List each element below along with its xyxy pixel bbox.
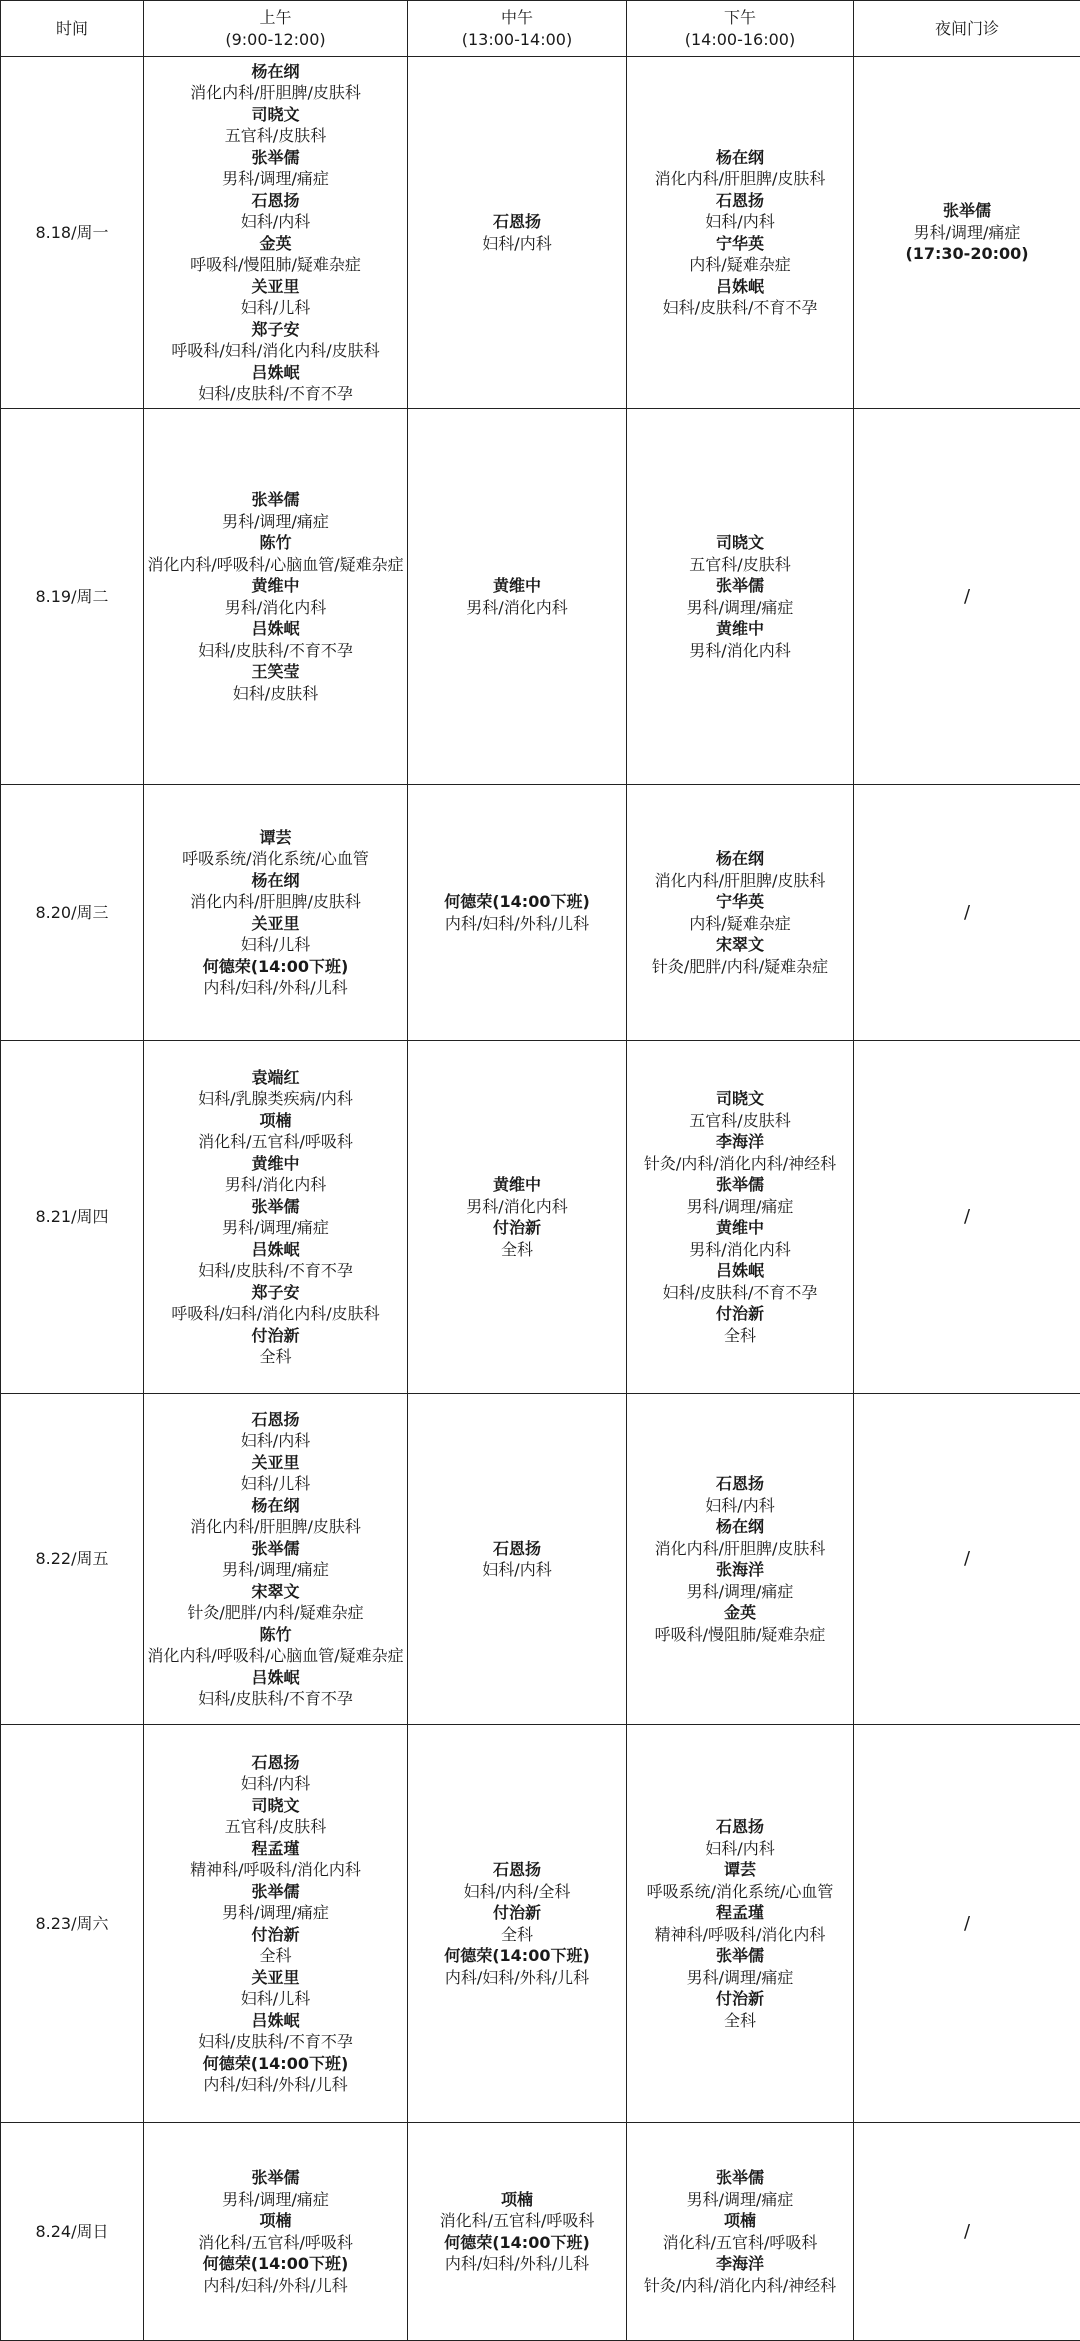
doctor-name: 黄维中 — [627, 1217, 853, 1239]
doctor-name: 关亚里 — [144, 913, 407, 935]
doctor-specialty: 妇科/皮肤科/不育不孕 — [144, 1688, 407, 1710]
doctor-specialty: 男科/调理/痛症 — [627, 597, 853, 619]
doctor-specialty: 消化科/五官科/呼吸科 — [408, 2210, 626, 2232]
doctor-specialty: 呼吸科/妇科/消化内科/皮肤科 — [144, 340, 407, 362]
doctor-specialty: 妇科/皮肤科/不育不孕 — [144, 383, 407, 405]
morning-cell — [144, 57, 408, 409]
doctor-name: 吕姝岷 — [144, 1667, 407, 1689]
doctor-name: 杨在纲 — [144, 61, 407, 83]
doctor-specialty: 精神科/呼吸科/消化内科 — [627, 1924, 853, 1946]
doctor-name: 吕姝岷 — [627, 1260, 853, 1282]
doctor-name: 司晓文 — [627, 532, 853, 554]
morning-cell — [144, 409, 408, 785]
doctor-specialty: 男科/调理/痛症 — [627, 1967, 853, 1989]
doctor-specialty: 五官科/皮肤科 — [627, 554, 853, 576]
doctor-specialty: 妇科/内科 — [144, 211, 407, 233]
doctor-name: 付治新 — [408, 1217, 626, 1239]
doctor-name: 陈竹 — [144, 1624, 407, 1646]
afternoon-cell — [627, 409, 854, 785]
doctor-specialty: 男科/消化内科 — [144, 1174, 407, 1196]
night-cell — [854, 1041, 1080, 1394]
doctor-name: 项楠 — [408, 2189, 626, 2211]
header-row — [1, 1, 1080, 57]
doctor-name: 黄维中 — [144, 575, 407, 597]
doctor-specialty: 妇科/皮肤科/不育不孕 — [627, 297, 853, 319]
doctor-name: 何德荣(14:00下班) — [144, 2253, 407, 2275]
doctor-specialty: 男科/调理/痛症 — [854, 222, 1080, 244]
doctor-name: 吕姝岷 — [144, 2010, 407, 2032]
no-clinic-mark: / — [964, 1206, 970, 1227]
doctor-specialty: 妇科/内科 — [627, 1838, 853, 1860]
morning-cell — [144, 1725, 408, 2123]
doctor-name: 程孟瑾 — [144, 1838, 407, 1860]
doctor-specialty: 男科/调理/痛症 — [144, 511, 407, 533]
header-time: 时间 — [1, 1, 144, 57]
afternoon-cell — [627, 1725, 854, 2123]
noon-cell — [408, 409, 627, 785]
doctor-specialty: 消化内科/呼吸科/心脑血管/疑难杂症 — [144, 554, 407, 576]
doctor-name: 何德荣(14:00下班) — [144, 2053, 407, 2075]
night-cell — [854, 2123, 1080, 2341]
doctor-name: 谭芸 — [627, 1859, 853, 1881]
doctor-name: 项楠 — [144, 2210, 407, 2232]
doctor-specialty: 妇科/皮肤科/不育不孕 — [144, 2031, 407, 2053]
date-cell — [1, 409, 144, 785]
doctor-specialty: 男科/调理/痛症 — [144, 168, 407, 190]
doctor-name: 何德荣(14:00下班) — [408, 1945, 626, 1967]
doctor-specialty: 妇科/皮肤科 — [144, 683, 407, 705]
doctor-name: 陈竹 — [144, 532, 407, 554]
doctor-specialty: 内科/妇科/外科/儿科 — [408, 2253, 626, 2275]
doctor-specialty: 妇科/皮肤科/不育不孕 — [627, 1282, 853, 1304]
doctor-name: 司晓文 — [627, 1088, 853, 1110]
doctor-specialty: 妇科/皮肤科/不育不孕 — [144, 640, 407, 662]
doctor-specialty: 妇科/乳腺类疾病/内科 — [144, 1088, 407, 1110]
doctor-specialty: 消化科/五官科/呼吸科 — [627, 2232, 853, 2254]
doctor-specialty: 内科/妇科/外科/儿科 — [408, 1967, 626, 1989]
date-label: 8.22/周五 — [35, 1549, 108, 1568]
doctor-name: 何德荣(14:00下班) — [408, 891, 626, 913]
afternoon-cell — [627, 785, 854, 1041]
doctor-name: 石恩扬 — [627, 190, 853, 212]
no-clinic-mark: / — [964, 586, 970, 607]
doctor-name: 吕姝岷 — [144, 618, 407, 640]
header-noon: 中午 (13:00-14:00) — [408, 1, 627, 57]
afternoon-cell — [627, 1394, 854, 1725]
doctor-specialty: 男科/消化内科 — [408, 1196, 626, 1218]
doctor-specialty: 全科 — [408, 1239, 626, 1261]
date-cell — [1, 2123, 144, 2341]
doctor-specialty: 内科/疑难杂症 — [627, 254, 853, 276]
doctor-name: 关亚里 — [144, 276, 407, 298]
doctor-specialty: 男科/消化内科 — [627, 1239, 853, 1261]
doctor-specialty: 呼吸科/妇科/消化内科/皮肤科 — [144, 1303, 407, 1325]
doctor-name: 金英 — [144, 233, 407, 255]
doctor-name: 吕姝岷 — [144, 362, 407, 384]
date-cell — [1, 785, 144, 1041]
doctor-name: 张举儒 — [854, 200, 1080, 222]
morning-cell — [144, 2123, 408, 2341]
date-cell — [1, 1725, 144, 2123]
night-cell — [854, 785, 1080, 1041]
doctor-specialty: 消化内科/呼吸科/心脑血管/疑难杂症 — [144, 1645, 407, 1667]
doctor-specialty: 妇科/儿科 — [144, 1473, 407, 1495]
doctor-name: 黄维中 — [408, 1174, 626, 1196]
doctor-specialty: 针灸/肥胖/内科/疑难杂症 — [627, 956, 853, 978]
night-cell — [854, 57, 1080, 409]
table-row — [1, 409, 1080, 785]
doctor-name: 杨在纲 — [627, 1516, 853, 1538]
doctor-specialty: 呼吸科/慢阻肺/疑难杂症 — [144, 254, 407, 276]
date-cell — [1, 1394, 144, 1725]
doctor-name: 王笑莹 — [144, 661, 407, 683]
table-row — [1, 1394, 1080, 1725]
doctor-name: 金英 — [627, 1602, 853, 1624]
doctor-name: 付治新 — [627, 1988, 853, 2010]
doctor-name: 张举儒 — [627, 2167, 853, 2189]
doctor-specialty: 妇科/内科 — [627, 1495, 853, 1517]
doctor-name: 宋翠文 — [144, 1581, 407, 1603]
doctor-name: 杨在纲 — [627, 147, 853, 169]
doctor-name: 吕姝岷 — [144, 1239, 407, 1261]
doctor-specialty: 全科 — [627, 2010, 853, 2032]
doctor-name: 郑子安 — [144, 319, 407, 341]
no-clinic-mark: / — [964, 2221, 970, 2242]
doctor-specialty: 妇科/皮肤科/不育不孕 — [144, 1260, 407, 1282]
doctor-name: 石恩扬 — [627, 1473, 853, 1495]
doctor-name: 李海洋 — [627, 2253, 853, 2275]
doctor-name: (17:30-20:00) — [854, 243, 1080, 265]
doctor-specialty: 全科 — [144, 1945, 407, 1967]
doctor-name: 郑子安 — [144, 1282, 407, 1304]
doctor-name: 石恩扬 — [408, 1859, 626, 1881]
table-row — [1, 785, 1080, 1041]
doctor-name: 宁华英 — [627, 233, 853, 255]
doctor-name: 张举儒 — [144, 1196, 407, 1218]
night-cell — [854, 1725, 1080, 2123]
doctor-specialty: 男科/调理/痛症 — [144, 2189, 407, 2211]
doctor-name: 石恩扬 — [144, 1409, 407, 1431]
no-clinic-mark: / — [964, 902, 970, 923]
doctor-name: 关亚里 — [144, 1452, 407, 1474]
date-cell — [1, 57, 144, 409]
doctor-specialty: 消化内科/肝胆脾/皮肤科 — [627, 168, 853, 190]
doctor-specialty: 男科/消化内科 — [627, 640, 853, 662]
doctor-name: 张举儒 — [144, 2167, 407, 2189]
doctor-name: 张举儒 — [627, 1945, 853, 1967]
doctor-specialty: 妇科/内科/全科 — [408, 1881, 626, 1903]
table-row — [1, 2123, 1080, 2341]
doctor-name: 杨在纲 — [144, 1495, 407, 1517]
doctor-name: 石恩扬 — [408, 211, 626, 233]
doctor-name: 石恩扬 — [408, 1538, 626, 1560]
doctor-specialty: 呼吸系统/消化系统/心血管 — [144, 848, 407, 870]
doctor-specialty: 针灸/内科/消化内科/神经科 — [627, 2275, 853, 2297]
doctor-specialty: 全科 — [408, 1924, 626, 1946]
doctor-name: 付治新 — [408, 1902, 626, 1924]
doctor-name: 谭芸 — [144, 827, 407, 849]
noon-cell — [408, 2123, 627, 2341]
doctor-specialty: 全科 — [627, 1325, 853, 1347]
doctor-specialty: 妇科/内科 — [144, 1773, 407, 1795]
doctor-specialty: 男科/调理/痛症 — [144, 1902, 407, 1924]
doctor-specialty: 消化内科/肝胆脾/皮肤科 — [144, 891, 407, 913]
doctor-name: 关亚里 — [144, 1967, 407, 1989]
doctor-name: 何德荣(14:00下班) — [144, 956, 407, 978]
doctor-specialty: 五官科/皮肤科 — [144, 1816, 407, 1838]
date-label: 8.18/周一 — [35, 223, 108, 242]
date-label: 8.24/周日 — [35, 2222, 108, 2241]
afternoon-cell — [627, 1041, 854, 1394]
doctor-specialty: 内科/妇科/外科/儿科 — [144, 977, 407, 999]
doctor-specialty: 内科/妇科/外科/儿科 — [144, 2275, 407, 2297]
doctor-specialty: 男科/调理/痛症 — [627, 1196, 853, 1218]
doctor-specialty: 精神科/呼吸科/消化内科 — [144, 1859, 407, 1881]
doctor-name: 司晓文 — [144, 104, 407, 126]
noon-cell — [408, 1041, 627, 1394]
doctor-specialty: 妇科/内科 — [408, 233, 626, 255]
doctor-specialty: 妇科/儿科 — [144, 1988, 407, 2010]
doctor-name: 石恩扬 — [144, 1752, 407, 1774]
doctor-specialty: 内科/疑难杂症 — [627, 913, 853, 935]
doctor-specialty: 消化科/五官科/呼吸科 — [144, 2232, 407, 2254]
doctor-name: 吕姝岷 — [627, 276, 853, 298]
doctor-specialty: 消化内科/肝胆脾/皮肤科 — [144, 1516, 407, 1538]
doctor-specialty: 男科/调理/痛症 — [144, 1217, 407, 1239]
doctor-name: 张举儒 — [144, 1538, 407, 1560]
doctor-specialty: 针灸/内科/消化内科/神经科 — [627, 1153, 853, 1175]
doctor-name: 何德荣(14:00下班) — [408, 2232, 626, 2254]
doctor-name: 李海洋 — [627, 1131, 853, 1153]
doctor-name: 张海洋 — [627, 1559, 853, 1581]
doctor-name: 黄维中 — [408, 575, 626, 597]
noon-cell — [408, 1394, 627, 1725]
doctor-name: 付治新 — [627, 1303, 853, 1325]
doctor-specialty: 妇科/儿科 — [144, 297, 407, 319]
date-label: 8.20/周三 — [35, 903, 108, 922]
doctor-name: 程孟瑾 — [627, 1902, 853, 1924]
doctor-specialty: 男科/调理/痛症 — [144, 1559, 407, 1581]
doctor-name: 项楠 — [144, 1110, 407, 1132]
doctor-specialty: 五官科/皮肤科 — [627, 1110, 853, 1132]
doctor-name: 黄维中 — [144, 1153, 407, 1175]
doctor-specialty: 全科 — [144, 1346, 407, 1368]
doctor-name: 张举儒 — [144, 489, 407, 511]
header-night: 夜间门诊 — [854, 1, 1080, 57]
doctor-specialty: 妇科/内科 — [408, 1559, 626, 1581]
doctor-specialty: 男科/调理/痛症 — [627, 1581, 853, 1603]
doctor-name: 付治新 — [144, 1924, 407, 1946]
date-label: 8.21/周四 — [35, 1207, 108, 1226]
doctor-name: 项楠 — [627, 2210, 853, 2232]
doctor-specialty: 妇科/儿科 — [144, 934, 407, 956]
doctor-name: 张举儒 — [627, 575, 853, 597]
doctor-name: 张举儒 — [144, 1881, 407, 1903]
date-label: 8.23/周六 — [35, 1914, 108, 1933]
morning-cell — [144, 785, 408, 1041]
noon-cell — [408, 785, 627, 1041]
date-cell — [1, 1041, 144, 1394]
doctor-specialty: 呼吸科/慢阻肺/疑难杂症 — [627, 1624, 853, 1646]
header-morning: 上午 (9:00-12:00) — [144, 1, 408, 57]
doctor-specialty: 五官科/皮肤科 — [144, 125, 407, 147]
doctor-specialty: 男科/消化内科 — [408, 597, 626, 619]
night-cell — [854, 1394, 1080, 1725]
header-afternoon: 下午 (14:00-16:00) — [627, 1, 854, 57]
doctor-name: 杨在纲 — [627, 848, 853, 870]
doctor-name: 袁端红 — [144, 1067, 407, 1089]
doctor-name: 宁华英 — [627, 891, 853, 913]
doctor-specialty: 呼吸系统/消化系统/心血管 — [627, 1881, 853, 1903]
morning-cell — [144, 1041, 408, 1394]
date-label: 8.19/周二 — [35, 587, 108, 606]
table-row — [1, 57, 1080, 409]
no-clinic-mark: / — [964, 1548, 970, 1569]
doctor-name: 宋翠文 — [627, 934, 853, 956]
doctor-specialty: 内科/妇科/外科/儿科 — [144, 2074, 407, 2096]
night-cell — [854, 409, 1080, 785]
afternoon-cell — [627, 2123, 854, 2341]
doctor-specialty: 消化科/五官科/呼吸科 — [144, 1131, 407, 1153]
doctor-specialty: 消化内科/肝胆脾/皮肤科 — [627, 870, 853, 892]
doctor-specialty: 妇科/内科 — [627, 211, 853, 233]
morning-cell — [144, 1394, 408, 1725]
doctor-specialty: 妇科/内科 — [144, 1430, 407, 1452]
doctor-specialty: 消化内科/肝胆脾/皮肤科 — [144, 82, 407, 104]
doctor-name: 司晓文 — [144, 1795, 407, 1817]
doctor-name: 黄维中 — [627, 618, 853, 640]
doctor-specialty: 内科/妇科/外科/儿科 — [408, 913, 626, 935]
doctor-name: 杨在纲 — [144, 870, 407, 892]
doctor-specialty: 消化内科/肝胆脾/皮肤科 — [627, 1538, 853, 1560]
table-row — [1, 1041, 1080, 1394]
doctor-name: 石恩扬 — [144, 190, 407, 212]
table-row — [1, 1725, 1080, 2123]
doctor-specialty: 针灸/肥胖/内科/疑难杂症 — [144, 1602, 407, 1624]
no-clinic-mark: / — [964, 1913, 970, 1934]
afternoon-cell — [627, 57, 854, 409]
doctor-name: 张举儒 — [144, 147, 407, 169]
noon-cell — [408, 57, 627, 409]
doctor-name: 张举儒 — [627, 1174, 853, 1196]
doctor-specialty: 男科/调理/痛症 — [627, 2189, 853, 2211]
doctor-specialty: 男科/消化内科 — [144, 597, 407, 619]
doctor-name: 石恩扬 — [627, 1816, 853, 1838]
doctor-name: 付治新 — [144, 1325, 407, 1347]
noon-cell — [408, 1725, 627, 2123]
